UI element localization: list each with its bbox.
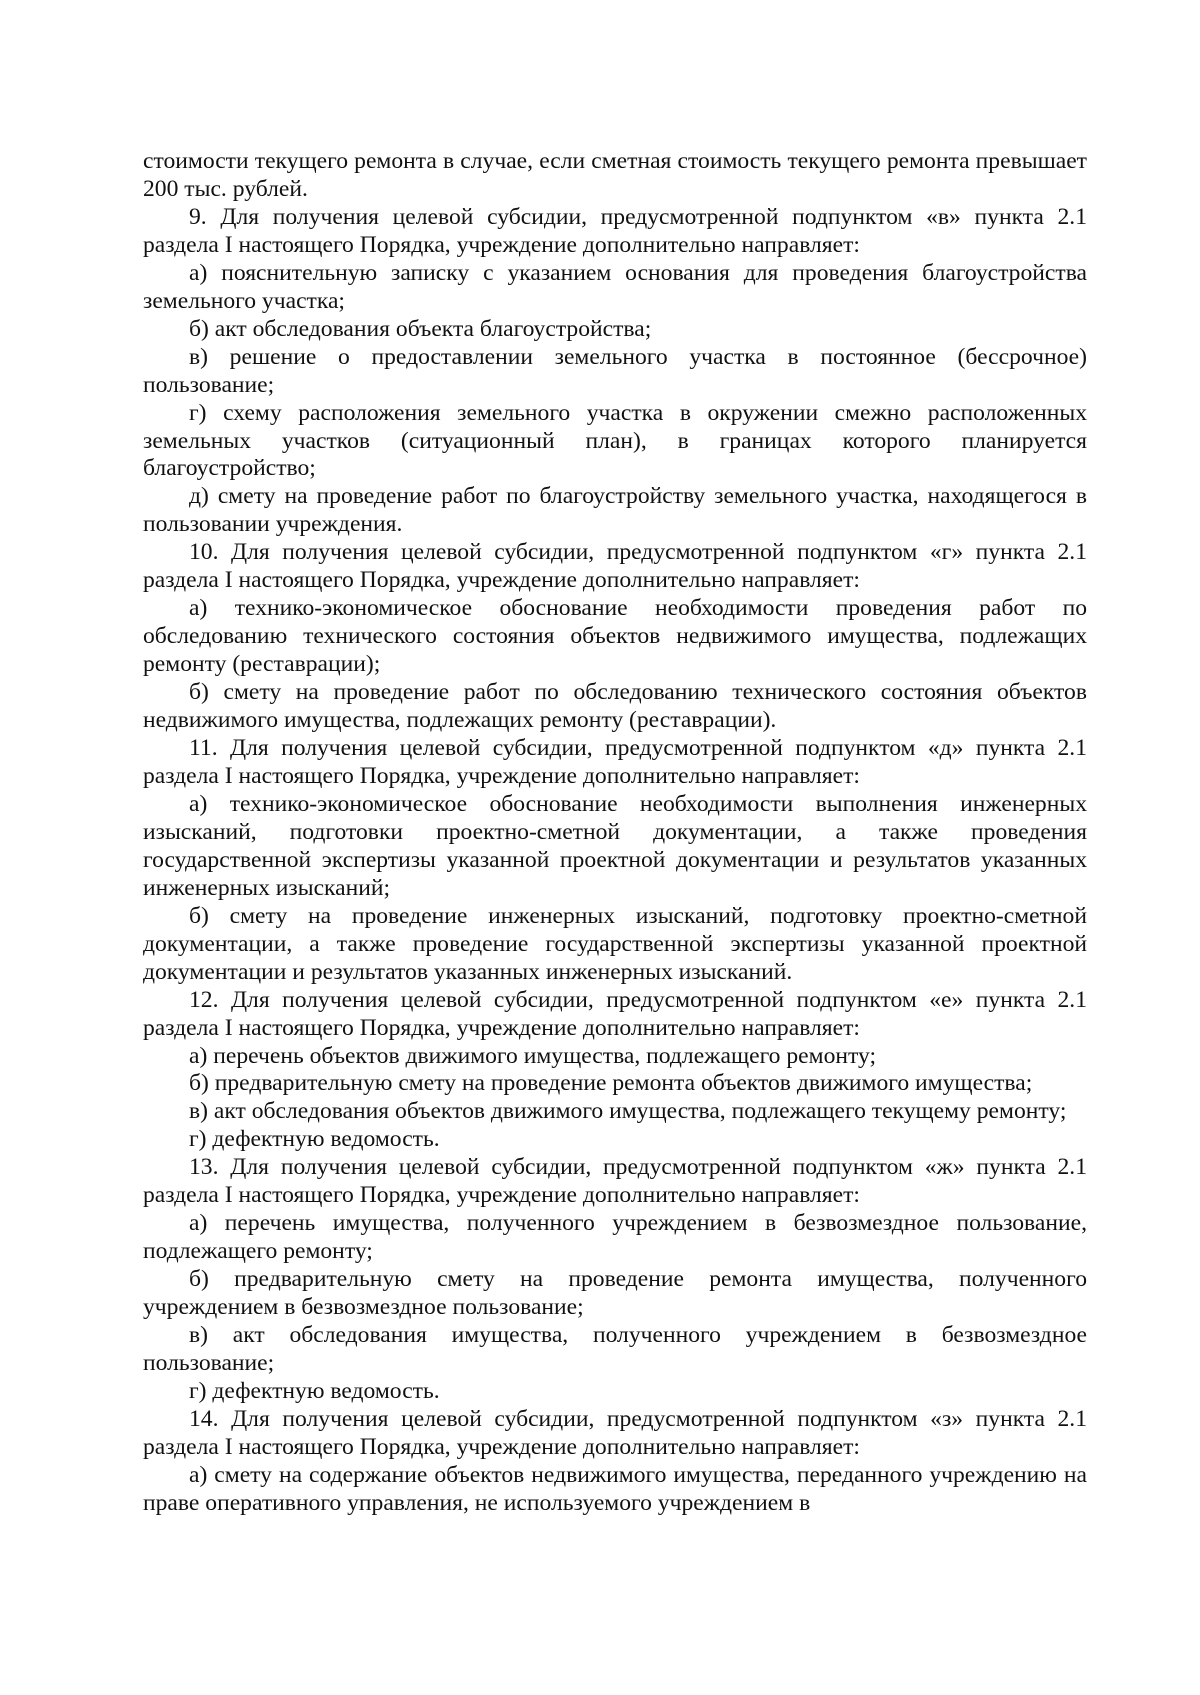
paragraph-item-11a: а) технико-экономическое обоснование необходимости выполнения инженерных изысканий, подготовки проектно-сметной документации, а также проведения государственной экспертизы указанной проектной документации и результатов указанных инженерных изысканий; bbox=[143, 790, 1087, 901]
paragraph-item-11: 11. Для получения целевой субсидии, предусмотренной подпунктом «д» пункта 2.1 раздела I настоящего Порядка, учреждение дополнительно направляет: bbox=[143, 735, 1087, 789]
paragraph-item-13b: б) предварительную смету на проведение ремонта имущества, полученного учреждением в безвозмездное пользование; bbox=[143, 1266, 1087, 1321]
paragraph-item-12: 12. Для получения целевой субсидии, предусмотренной подпунктом «е» пункта 2.1 раздела I настоящего Порядка, учреждение дополнительно направляет: bbox=[143, 986, 1087, 1041]
paragraph-item-12b: б) предварительную смету на проведение ремонта объектов движимого имущества; bbox=[189, 1070, 1033, 1097]
paragraph-item-13v: в) акт обследования имущества, полученного учреждением в безвозмездное пользование; bbox=[143, 1322, 1087, 1376]
paragraph-item-13g: г) дефектную ведомость. bbox=[189, 1377, 440, 1404]
paragraph-item-9a: а) пояснительную записку с указанием основания для проведения благоустройства земельного участка; bbox=[143, 259, 1087, 314]
paragraph-item-14a: а) смету на содержание объектов недвижимого имущества, переданного учреждению на праве оперативного управления, не используемого учреждением в bbox=[143, 1461, 1087, 1516]
paragraph-item-10b: б) смету на проведение работ по обследованию технического состояния объектов недвижимого имущества, подлежащих ремонту (реставрации). bbox=[143, 679, 1087, 734]
paragraph-item-13: 13. Для получения целевой субсидии, предусмотренной подпунктом «ж» пункта 2.1 раздела I настоящего Порядка, учреждение дополнительно направляет: bbox=[143, 1154, 1087, 1209]
paragraph-item-9v: в) решение о предоставлении земельного участка в постоянное (бессрочное) пользование; bbox=[143, 343, 1087, 398]
paragraph-item-10a: а) технико-экономическое обоснование необходимости проведения работ по обследованию технического состояния объектов недвижимого имущества, подлежащих ремонту (реставрации); bbox=[143, 595, 1087, 678]
paragraph-item-14: 14. Для получения целевой субсидии, предусмотренной подпунктом «з» пункта 2.1 раздела I настоящего Порядка, учреждение дополнительно направляет: bbox=[143, 1405, 1087, 1460]
document-body bbox=[143, 148, 1087, 1518]
paragraph-item-11b: б) смету на проведение инженерных изысканий, подготовку проектно-сметной документации, а также проведение государственной экспертизы указанной проектной документации и результатов указанных инженерных изысканий. bbox=[143, 902, 1087, 985]
paragraph-item-9d: д) смету на проведение работ по благоустройству земельного участка, находящегося в пользовании учреждения. bbox=[143, 483, 1087, 538]
paragraph-item-12v: в) акт обследования объектов движимого имущества, подлежащего текущему ремонту; bbox=[189, 1098, 1067, 1125]
paragraph-item-13a: а) перечень имущества, полученного учреждением в безвозмездное пользование, подлежащего ремонту; bbox=[143, 1210, 1087, 1265]
paragraph-item-9g: г) схему расположения земельного участка в окружении смежно расположенных земельных участков (ситуационный план), в границах которого планируется благоустройство; bbox=[143, 399, 1087, 482]
paragraph-item-12g: г) дефектную ведомость. bbox=[189, 1126, 440, 1153]
paragraph-continuation: стоимости текущего ремонта в случае, если сметная стоимость текущего ремонта превышает 200 тыс. рублей. bbox=[143, 148, 1087, 202]
paragraph-item-12a: а) перечень объектов движимого имущества, подлежащего ремонту; bbox=[189, 1042, 877, 1069]
paragraph-item-9b: б) акт обследования объекта благоустройства; bbox=[189, 315, 652, 342]
paragraph-item-10: 10. Для получения целевой субсидии, предусмотренной подпунктом «г» пункта 2.1 раздела I настоящего Порядка, учреждение дополнительно направляет: bbox=[143, 539, 1087, 594]
paragraph-item-9: 9. Для получения целевой субсидии, предусмотренной подпунктом «в» пункта 2.1 раздела I настоящего Порядка, учреждение дополнительно направляет: bbox=[143, 203, 1087, 258]
